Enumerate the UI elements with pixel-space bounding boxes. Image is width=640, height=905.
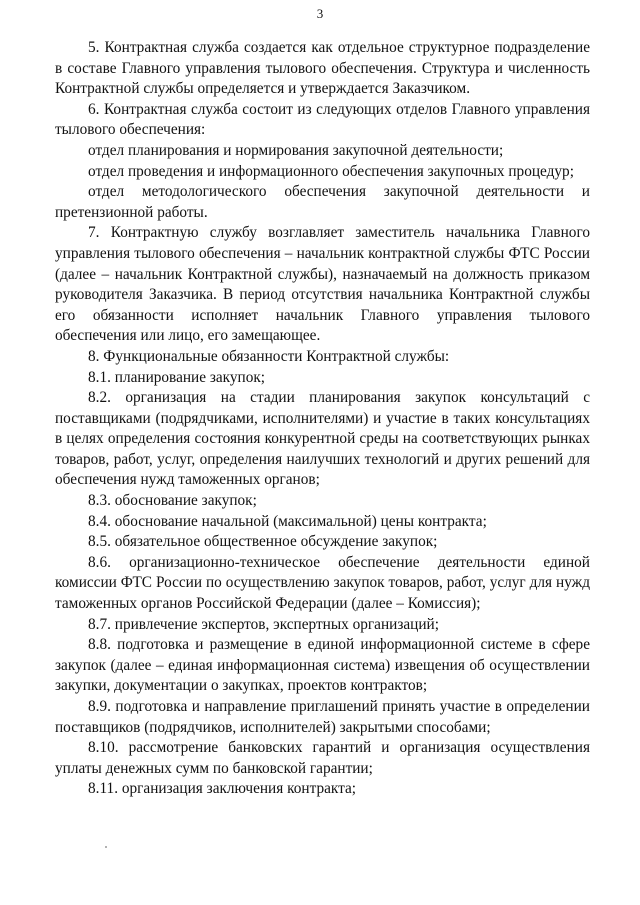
paragraph-7: 7. Контрактную службу возглавляет заместитель начальника Главного управления тылового обеспечения – начальник контрактной службы ФТС России (далее – начальник Контрактной службы), назначаемый на должность приказом руководителя Заказчика. В период отсутствия начальника Контрактной службы его обязанности исполняет начальник Главного управления тылового обеспечения или лицо, его замещающее. <box>55 224 590 345</box>
paragraph-6: 6. Контрактная служба состоит из следующих отделов Главного управления тылового обеспечения: <box>55 100 590 139</box>
document-body <box>55 38 590 800</box>
item-8-4: 8.4. обоснование начальной (максимальной) цены контракта; <box>88 512 487 530</box>
item-8-11: 8.11. организация заключения контракта; <box>88 780 357 798</box>
item-8-10: 8.10. рассмотрение банковских гарантий и организация осуществления уплаты денежных сумм по банковской гарантии; <box>55 739 590 777</box>
paragraph-5: 5. Контрактная служба создается как отдельное структурное подразделение в составе Главного управления тылового обеспечения. Структура и численность Контрактной службы определяется и утверждается Заказчиком. <box>55 39 590 98</box>
item-8-5: 8.5. обязательное общественное обсуждение закупок; <box>88 533 438 551</box>
department-procedures: отдел проведения и информационного обеспечения закупочных процедур; <box>88 162 574 180</box>
page-number: 3 <box>316 6 324 21</box>
department-planning: отдел планирования и нормирования закупочной деятельности; <box>88 141 504 159</box>
item-8-8: 8.8. подготовка и размещение в единой информационной системе в сфере закупок (далее – единая информационная система) извещения об осуществлении закупки, документации о закупках, проектов контрактов; <box>55 636 590 695</box>
item-8-9: 8.9. подготовка и направление приглашений принять участие в определении поставщиков (подрядчиков, исполнителей) закрытыми способами; <box>55 698 590 736</box>
item-8-3: 8.3. обоснование закупок; <box>88 492 257 510</box>
item-8-2: 8.2. организация на стадии планирования закупок консультаций с поставщиками (подрядчиками, исполнителями) и участие в таких консультациях в целях определения состояния конкурентной среды на соответствующих рынках товаров, работ, услуг, определения наилучших технологий и других решений для обеспечения нужд таможенных органов; <box>55 389 590 489</box>
paragraph-8: 8. Функциональные обязанности Контрактной службы: <box>88 347 450 365</box>
item-8-6: 8.6. организационно-техническое обеспечение деятельности единой комиссии ФТС России по осуществлению закупок товаров, работ, услуг для нужд таможенных органов Российской Федерации (далее – Комиссия); <box>55 553 590 613</box>
item-8-1: 8.1. планирование закупок; <box>88 368 266 386</box>
scan-speck <box>105 846 107 848</box>
department-methodology: отдел методологического обеспечения закупочной деятельности и претензионной работы. <box>55 183 590 221</box>
item-8-7: 8.7. привлечение экспертов, экспертных организаций; <box>88 615 439 633</box>
